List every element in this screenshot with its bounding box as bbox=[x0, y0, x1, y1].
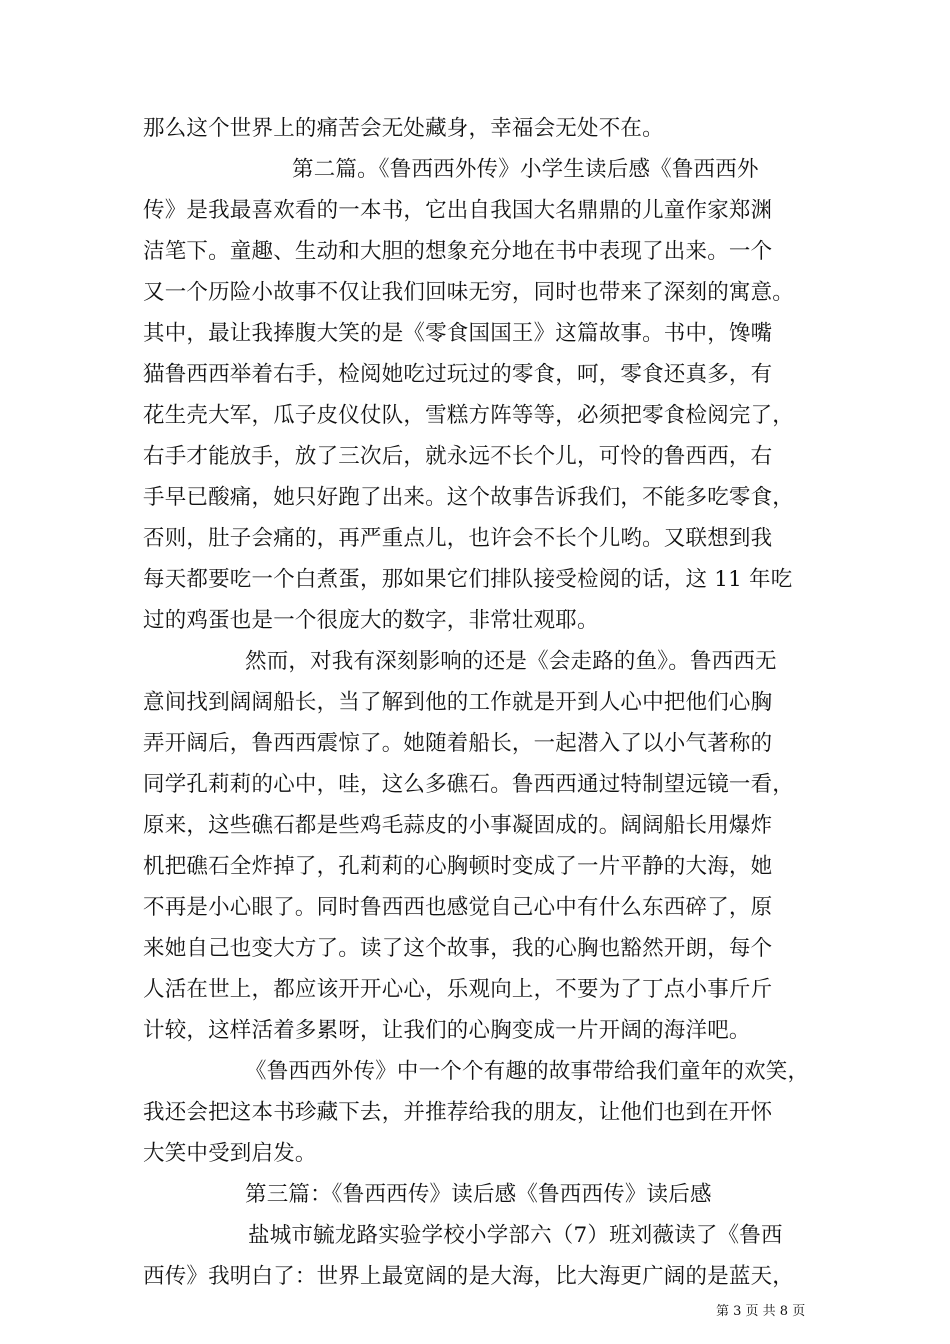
text-line: 不再是小心眼了。同时鲁西西也感觉自己心中有什么东西碎了，原 bbox=[143, 895, 773, 920]
text-line: 大笑中受到启发。 bbox=[143, 1141, 317, 1166]
text-line: 传》是我最喜欢看的一本书，它出自我国大名鼎鼎的儿童作家郑渊 bbox=[143, 198, 773, 223]
text-line: 手早已酸痛，她只好跑了出来。这个故事告诉我们，不能多吃零食， bbox=[143, 485, 795, 510]
page-number: 第 3 页 共 8 页 bbox=[716, 1304, 806, 1319]
text-line: 西传》我明白了：世界上最宽阔的是大海，比大海更广阔的是蓝天， bbox=[143, 1264, 795, 1289]
text-line: 右手才能放手，放了三次后，就永远不长个儿，可怜的鲁西西，右 bbox=[143, 444, 773, 469]
text-line: 又一个历险小故事不仅让我们回味无穷，同时也带来了深刻的寓意。 bbox=[143, 280, 795, 305]
text-line: 弄开阔后，鲁西西震惊了。她随着船长，一起潜入了以小气著称的 bbox=[143, 731, 773, 756]
text-line: 每天都要吃一个白煮蛋，那如果它们排队接受检阅的话，这 11 年吃 bbox=[143, 567, 793, 592]
text-line: 计较，这样活着多累呀，让我们的心胸变成一片开阔的海洋吧。 bbox=[143, 1018, 751, 1043]
text-line: 否则，肚子会痛的，再严重点儿，也许会不长个儿哟。又联想到我 bbox=[143, 526, 773, 551]
text-line: 那么这个世界上的痛苦会无处藏身，幸福会无处不在。 bbox=[143, 116, 664, 141]
text-line: 我还会把这本书珍藏下去，并推荐给我的朋友，让他们也到在开怀 bbox=[143, 1100, 773, 1125]
paragraph-start: 然而，对我有深刻影响的还是《会走路的鱼》。鲁西西无 bbox=[245, 649, 777, 674]
text-line: 原来，这些礁石都是些鸡毛蒜皮的小事凝固成的。阔阔船长用爆炸 bbox=[143, 813, 773, 838]
text-line: 洁笔下。童趣、生动和大胆的想象充分地在书中表现了出来。一个 bbox=[143, 239, 773, 264]
section-heading-3: 第三篇：《鲁西西传》读后感《鲁西西传》读后感 bbox=[245, 1182, 712, 1207]
text-line: 人活在世上，都应该开开心心，乐观向上，不要为了丁点小事斤斤 bbox=[143, 977, 773, 1002]
text-line: 猫鲁西西举着右手，检阅她吃过玩过的零食，呵，零食还真多，有 bbox=[143, 362, 773, 387]
text-line: 机把礁石全炸掉了，孔莉莉的心胸顿时变成了一片平静的大海，她 bbox=[143, 854, 773, 879]
text-line: 其中，最让我捧腹大笑的是《零食国国王》这篇故事。书中，馋嘴 bbox=[143, 321, 773, 346]
text-line: 同学孔莉莉的心中，哇，这么多礁石。鲁西西通过特制望远镜一看， bbox=[143, 772, 795, 797]
text-line: 花生壳大军，瓜子皮仪仗队，雪糕方阵等等，必须把零食检阅完了， bbox=[143, 403, 795, 428]
text-line: 意间找到阔阔船长，当了解到他的工作就是开到人心中把他们心胸 bbox=[143, 690, 773, 715]
paragraph-start: 《鲁西西外传》中一个个有趣的故事带给我们童年的欢笑， bbox=[245, 1059, 810, 1084]
paragraph-start: 盐城市毓龙路实验学校小学部六（7）班刘薇读了《鲁西 bbox=[248, 1223, 783, 1248]
section-heading-2: 第二篇。《鲁西西外传》小学生读后感《鲁西西外 bbox=[292, 157, 759, 182]
text-line: 来她自己也变大方了。读了这个故事，我的心胸也豁然开朗，每个 bbox=[143, 936, 773, 961]
text-line: 过的鸡蛋也是一个很庞大的数字，非常壮观耶。 bbox=[143, 608, 599, 633]
